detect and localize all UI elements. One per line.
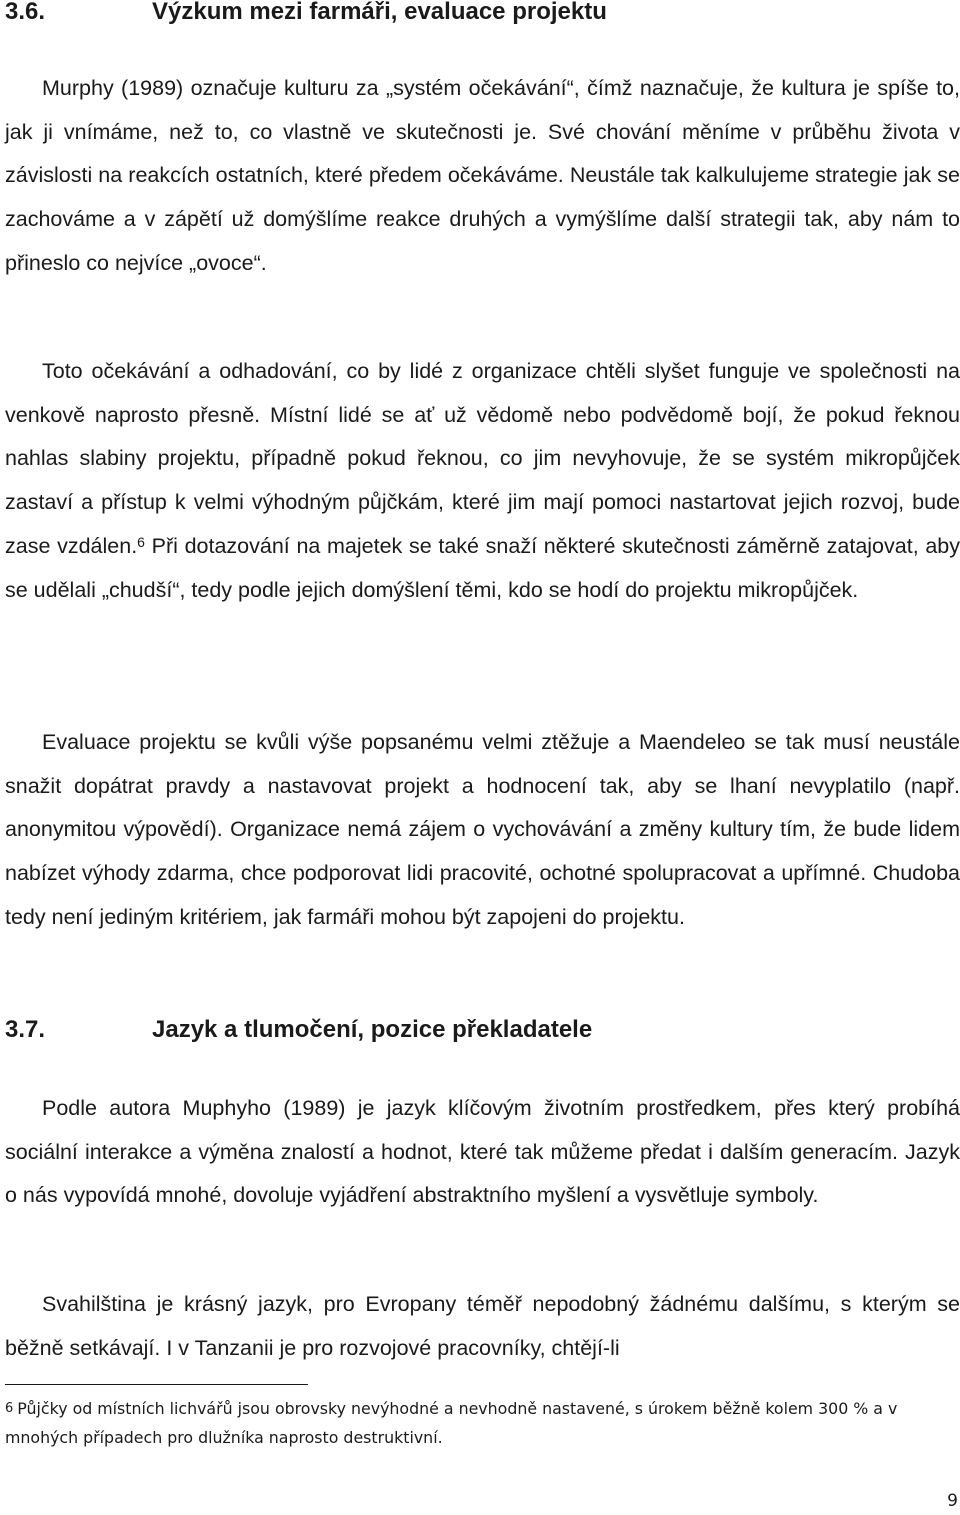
paragraph-5: Svahilština je krásný jazyk, pro Evropany téměř nepodobný žádnému dalšímu, s kterým se běžně setkávají. I v Tanzanii je pro rozvojové pracovníky, chtějí-li xyxy=(5,1292,960,1360)
section-number: 3.6. xyxy=(5,0,46,25)
section-heading-3-7 xyxy=(5,1016,592,1044)
footnote-reference[interactable]: 6 xyxy=(137,533,145,550)
section-heading-3-6 xyxy=(5,0,607,26)
paragraph-3: Evaluace projektu se kvůli výše popsanému velmi ztěžuje a Maendeleo se tak musí neustále snažit dopátrat pravdy a nastavovat projekt a hodnocení tak, aby se lhaní nevyplatilo (např. anonymitou výpovědí). Organizace nemá zájem o vychovávání a změny kultury tím, že bude lidem nabízet výhody zdarma, chce podporovat lidi pracovité, ochotné spolupracovat a upřímné. Chudoba tedy není jediným kritériem, jak farmáři mohou být zapojeni do projektu. xyxy=(5,730,960,929)
page-number: 9 xyxy=(947,1491,958,1511)
footnote-separator xyxy=(5,1384,308,1385)
paragraph-2-text: Toto očekávání a odhadování, co by lidé z organizace chtěli slyšet funguje ve společnosti na venkově naprosto přesně. Místní lidé se ať už vědomě nebo podvědomě bojí, že pokud řeknou nahlas slabiny projektu, případně pokud řeknou, co jim nevyhovuje, že se systém mikropůjček zastaví a přístup k velmi výhodným půjčkám, které jim mají pomoci nastartovat jejich rozvoj, bude zase vzdálen. xyxy=(5,359,960,558)
section-number: 3.7. xyxy=(5,1016,46,1043)
section-title: Jazyk a tlumočení, pozice překladatele xyxy=(152,1016,593,1043)
paragraph-2 xyxy=(5,350,960,612)
section-title: Výzkum mezi farmáři, evaluace projektu xyxy=(152,0,607,25)
paragraph-4: Podle autora Muphyho (1989) je jazyk klíčovým životním prostředkem, přes který probíhá sociální interakce a výměna znalostí a hodnot, které tak můžeme předat i dalším generacím. Jazyk o nás vypovídá mnohé, dovoluje vyjádření abstraktního myšlení a vysvětluje symboly. xyxy=(5,1096,960,1208)
paragraph-2-text-continued: Při dotazování na majetek se také snaží některé skutečnosti záměrně zatajovat, aby se udělali „chudší“, tedy podle jejich domýšlení těmi, kdo se hodí do projektu mikropůjček. xyxy=(5,533,960,602)
footnote-mark: 6 xyxy=(5,1401,14,1416)
paragraph-1: Murphy (1989) označuje kulturu za „systém očekávání“, čímž naznačuje, že kultura je spíše to, jak ji vnímáme, než to, co vlastně ve skutečnosti je. Své chování měníme v průběhu života v závislosti na reakcích ostatních, které předem očekáváme. Neustále tak kalkulujeme strategie jak se zachováme a v zápětí už domýšlíme reakce druhých a vymýšlíme další strategii tak, aby nám to přineslo co nejvíce „ovoce“. xyxy=(5,76,960,275)
footnote-text: Půjčky od místních lichvářů jsou obrovsky nevýhodné a nevhodně nastavené, s úrokem běžně kolem 300 % a v mnohých případech pro dlužníka naprosto destruktivní. xyxy=(5,1399,898,1447)
footnote xyxy=(5,1394,960,1452)
